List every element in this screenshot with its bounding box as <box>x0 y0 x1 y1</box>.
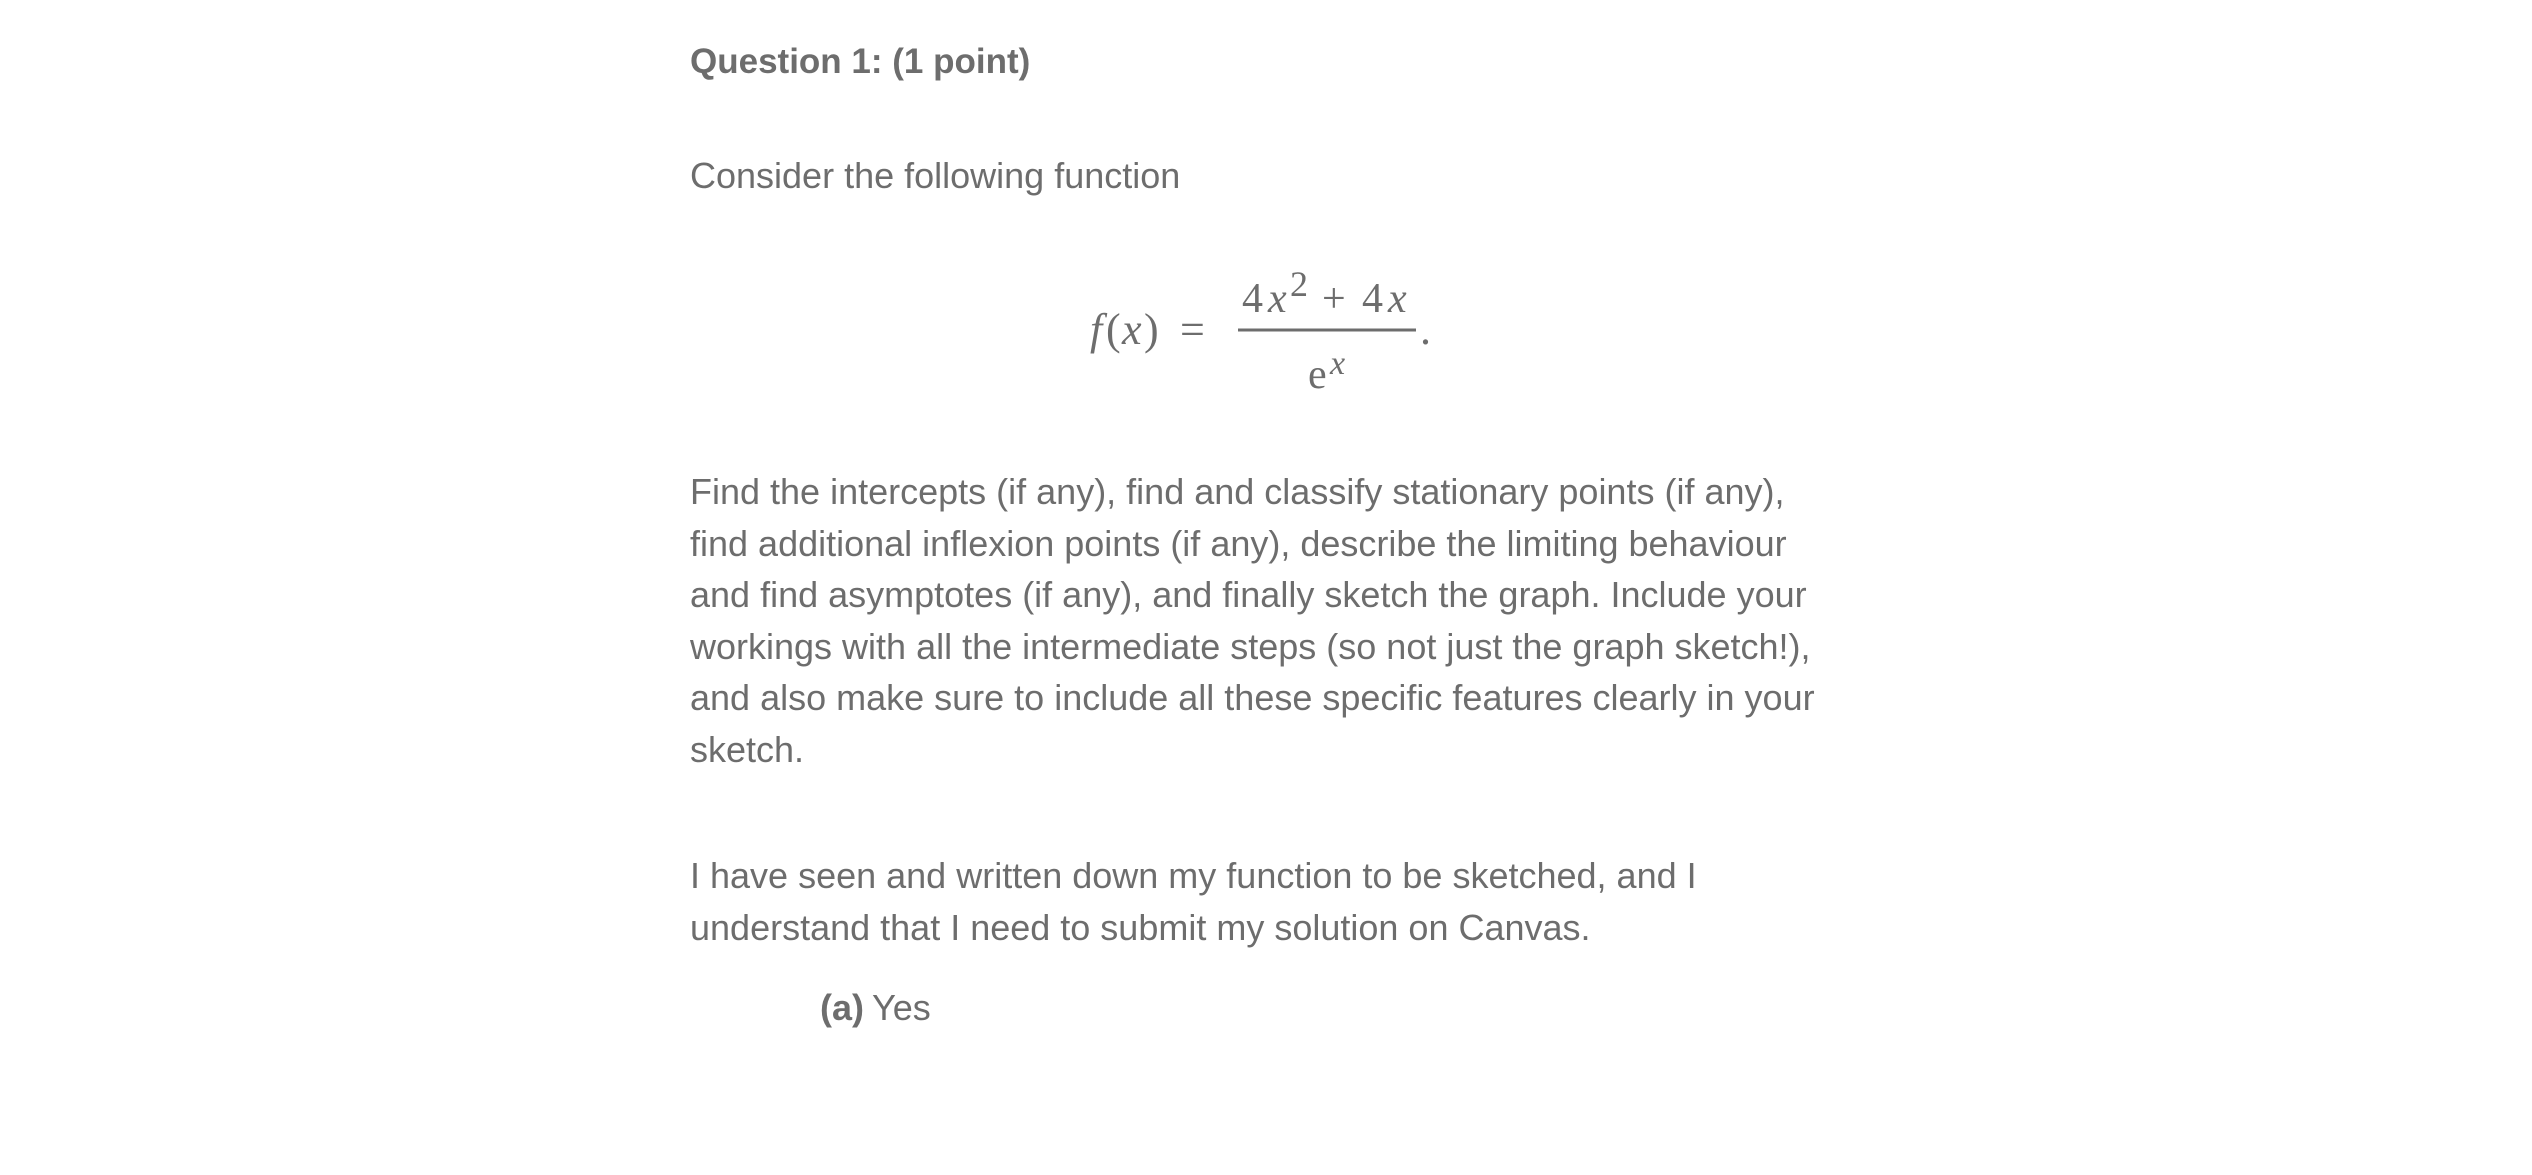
formula-period: . <box>1420 305 1431 354</box>
formula-f: f <box>1090 305 1103 354</box>
confirmation-statement: I have seen and written down my function to be sketched, and I understand that I need to submit my solution on Canvas. <box>690 855 1697 948</box>
formula-open-paren: ( <box>1106 305 1121 354</box>
function-formula <box>1090 262 1470 402</box>
numerator-x-2: x <box>1388 276 1407 322</box>
denominator-exponent: x <box>1330 345 1346 382</box>
numerator-coef-1: 4 <box>1242 276 1263 322</box>
question-instructions: Find the intercepts (if any), find and classify stationary points (if any), find additional inflexion points (if any), describe the limiting behaviour and find asymptotes (if any), and finally sketch the graph. Include your workings with all the intermediate steps (so not just the graph sketch!), and also make sure to include all these specific features clearly in your sketch. <box>690 471 1815 770</box>
question-intro: Consider the following function <box>690 155 1181 196</box>
numerator-coef-2: 4 <box>1362 276 1383 322</box>
formula-equals: = <box>1180 305 1205 354</box>
numerator-exponent: 2 <box>1290 264 1308 304</box>
formula-x: x <box>1122 305 1142 354</box>
option-label: Yes <box>872 987 931 1028</box>
numerator-plus: + <box>1322 276 1346 322</box>
formula-close-paren: ) <box>1144 305 1159 354</box>
answer-option-yes[interactable] <box>820 984 931 1032</box>
question-title: Question 1: (1 point) <box>690 42 1031 81</box>
denominator-e: e <box>1308 352 1327 398</box>
numerator-x-1: x <box>1268 276 1287 322</box>
option-letter: (a) <box>820 987 864 1028</box>
